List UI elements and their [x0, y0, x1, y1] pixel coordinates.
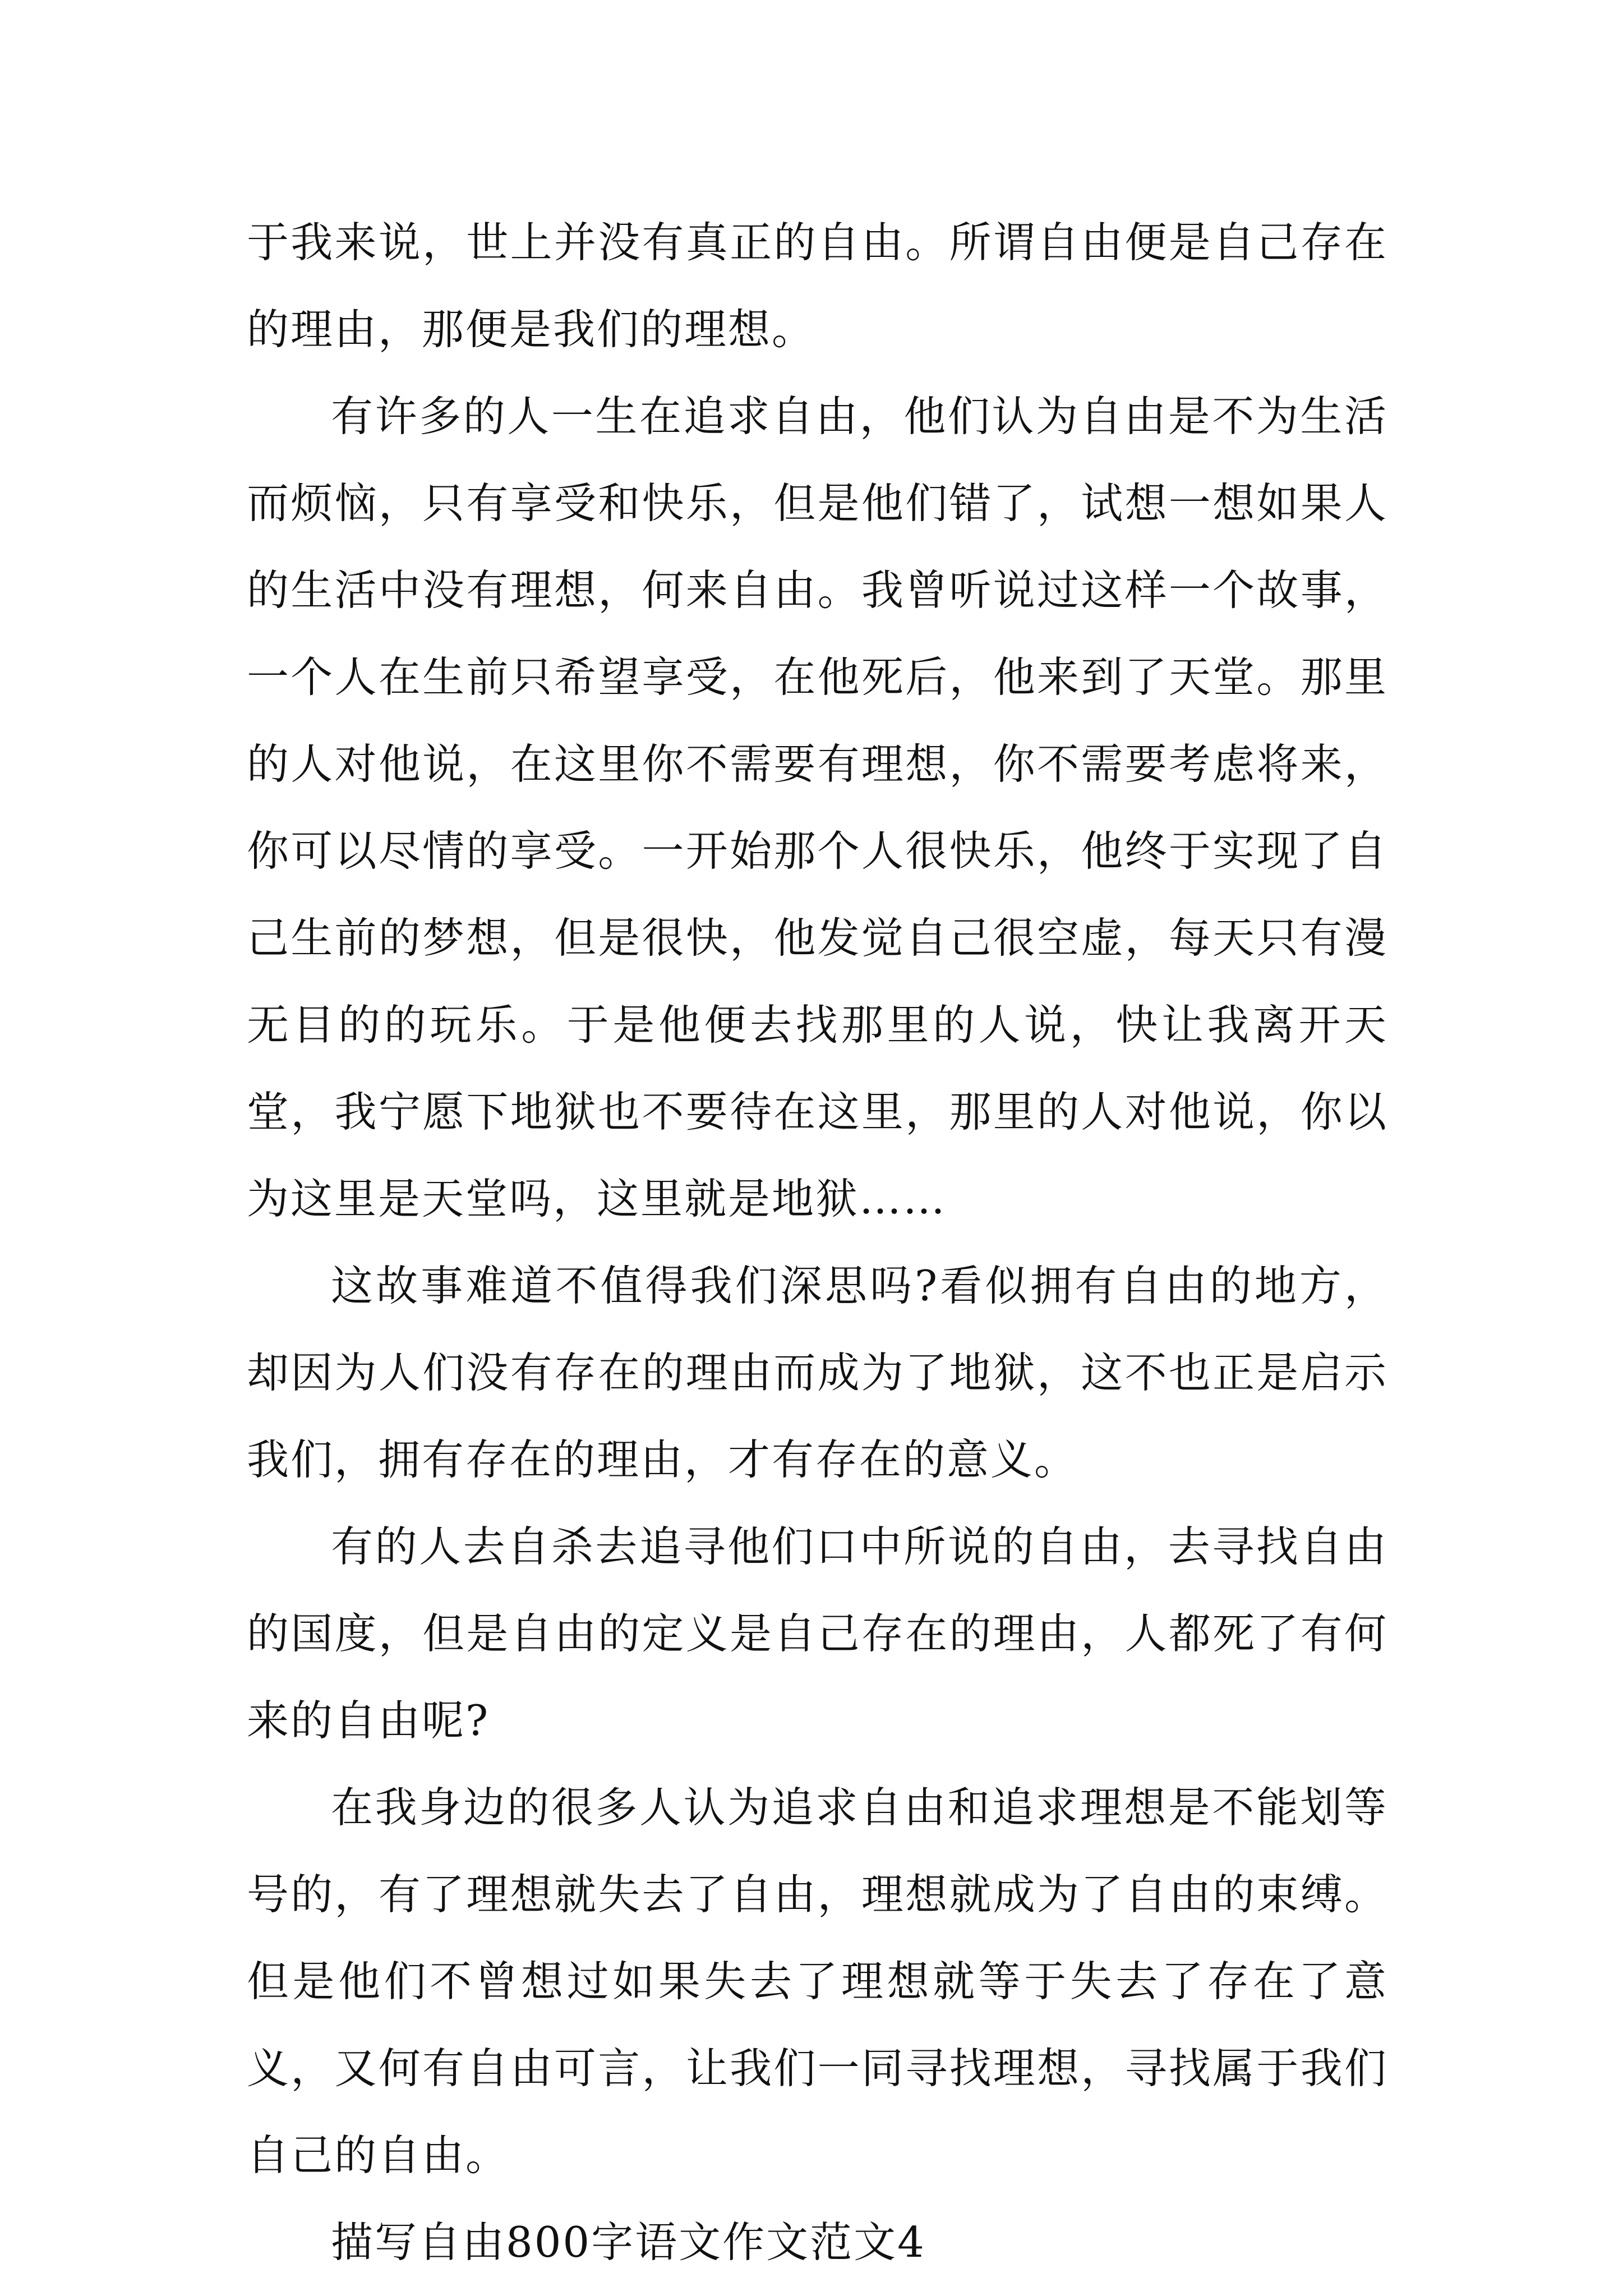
section-heading: 描写自由800字语文作文范文4 [331, 2217, 926, 2267]
paragraph-4: 有的人去自杀去追寻他们口中所说的自由，去寻找自由的国度，但是自由的定义是自己存在的理由，人都死了有何来的自由呢? [247, 1522, 1388, 1745]
document-body [247, 199, 1388, 2286]
paragraph-2: 有许多的人一生在追求自由，他们认为自由是不为生活而烦恼，只有享受和快乐，但是他们错了，试想一想如果人的生活中没有理想，何来自由。我曾听说过这样一个故事，一个人在生前只希望享受，在他死后，他来到了天堂。那里的人对他说，在这里你不需要有理想，你不需要考虑将来，你可以尽情的享受。一开始那个人很快乐，他终于实现了自己生前的梦想，但是很快，他发觉自己很空虚，每天只有漫无目的的玩乐。于是他便去找那里的人说，快让我离开天堂，我宁愿下地狱也不要待在这里，那里的人对他说，你以为这里是天堂吗，这里就是地狱…… [247, 392, 1388, 1223]
paragraph-3: 这故事难道不值得我们深思吗?看似拥有自由的地方，却因为人们没有存在的理由而成为了地狱，这不也正是启示我们，拥有存在的理由，才有存在的意义。 [247, 1261, 1388, 1484]
paragraph-1: 于我来说，世上并没有真正的自由。所谓自由便是自己存在的理由，那便是我们的理想。 [247, 218, 1388, 354]
paragraph-5: 在我身边的很多人认为追求自由和追求理想是不能划等号的，有了理想就失去了自由，理想就成为了自由的束缚。但是他们不曾想过如果失去了理想就等于失去了存在了意义，又何有自由可言，让我们一同寻找理想，寻找属于我们自己的自由。 [247, 1783, 1388, 2180]
